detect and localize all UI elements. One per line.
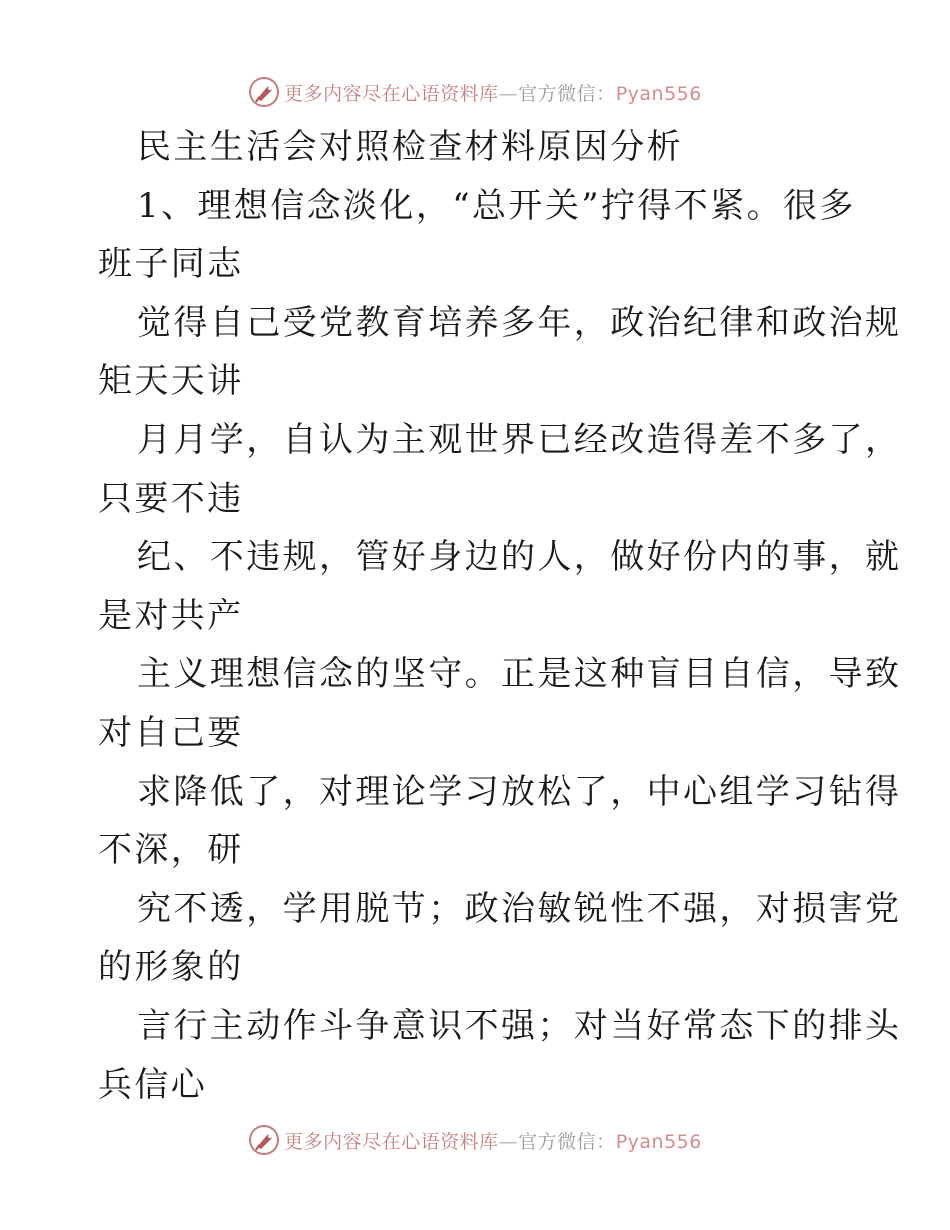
footer-watermark: [0, 1120, 950, 1160]
document-line: 矩天天讲: [98, 361, 244, 402]
watermark-wechat-id: Pyan556: [615, 1130, 702, 1153]
document-line: 的形象的: [98, 947, 244, 988]
watermark-separator: —: [498, 82, 519, 105]
pen-nib-icon: [248, 1124, 280, 1156]
document-title: 民主生活会对照检查材料原因分析: [137, 127, 683, 167]
document-line: 1、理想信念淡化，“总开关”拧得不紧。很多: [137, 185, 856, 226]
document-line: 只要不违: [98, 478, 244, 519]
document-line: 是对共产: [98, 595, 244, 636]
watermark-wechat-label: 官方微信：: [518, 82, 616, 105]
watermark-separator: —: [498, 1130, 519, 1153]
document-line: 求降低了，对理论学习放松了，中心组学习钻得: [137, 771, 902, 812]
watermark-site-text: 更多内容尽在心语资料库: [284, 82, 499, 105]
header-watermark: [0, 72, 950, 112]
watermark-wechat-label: 官方微信：: [518, 1130, 616, 1153]
document-line: 言行主动作斗争意识不强；对当好常态下的排头: [137, 1005, 902, 1046]
document-body: [98, 118, 902, 1114]
document-line: 月月学，自认为主观世界已经改造得差不多了，: [137, 419, 902, 460]
document-line: 对自己要: [98, 712, 244, 753]
document-line: 兵信心: [98, 1064, 208, 1105]
document-line: 纪、不违规，管好身边的人，做好份内的事，就: [137, 537, 902, 578]
watermark-text: [284, 1127, 702, 1154]
document-line: 究不透，学用脱节；政治敏锐性不强，对损害党: [137, 888, 902, 929]
watermark-site-text: 更多内容尽在心语资料库: [284, 1130, 499, 1153]
pen-nib-icon: [248, 76, 280, 108]
document-line: 觉得自己受党教育培养多年，政治纪律和政治规: [137, 302, 902, 343]
document-line: 班子同志: [98, 244, 244, 285]
watermark-text: [284, 79, 702, 106]
document-line: 不深，研: [98, 830, 244, 871]
document-line: 主义理想信念的坚守。正是这种盲目自信，导致: [137, 654, 902, 695]
watermark-wechat-id: Pyan556: [615, 82, 702, 105]
